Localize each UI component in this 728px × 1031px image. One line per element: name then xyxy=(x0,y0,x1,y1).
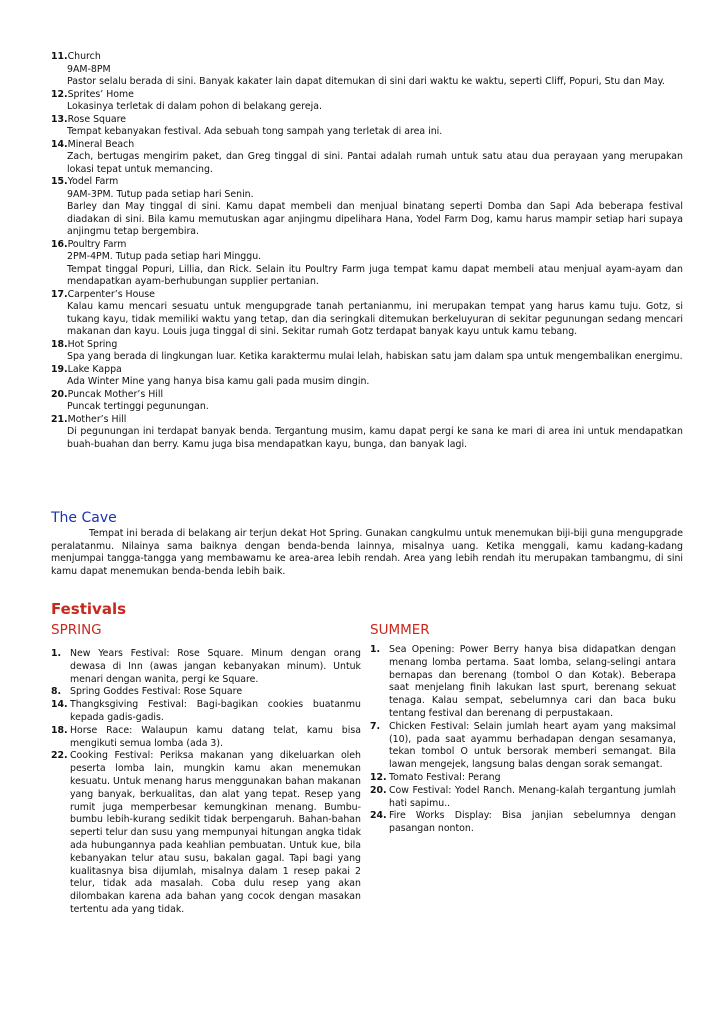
location-name: Poultry Farm xyxy=(67,238,127,250)
festival-description: Chicken Festival: Selain jumlah heart ayam yang maksimal (10), pada saat ayammu berhadapan dengan sesamanya, tekan tombol O untuk bersorak memberi semangat. Bila lawan mengejek, langsung balas dengan sorak semangat. xyxy=(389,720,676,771)
location-entry xyxy=(51,176,683,239)
festival-description: Thangksgiving Festival: Bagi-bagikan cookies buatanmu kepada gadis-gadis. xyxy=(70,699,361,723)
location-entry xyxy=(51,51,683,89)
festival-description: Fire Works Display: Bisa janjian sebelumnya dengan pasangan nonton. xyxy=(389,810,676,835)
summer-heading: SUMMER xyxy=(370,622,430,638)
location-title xyxy=(51,389,683,402)
festival-day: 12. xyxy=(370,771,387,783)
location-description: Ada Winter Mine yang hanya bisa kamu gali pada musim dingin. xyxy=(67,376,370,387)
festival-day: 24. xyxy=(370,810,387,822)
location-name: Hot Spring xyxy=(67,338,118,350)
festival-day: 7. xyxy=(370,720,381,732)
location-entry xyxy=(51,339,683,364)
festival-item xyxy=(370,772,676,785)
location-title xyxy=(51,139,683,152)
location-name: Lake Kappa xyxy=(67,363,122,375)
spring-festival-list xyxy=(51,648,361,917)
location-hours: 9AM-3PM. Tutup pada setiap hari Senin. xyxy=(67,188,254,200)
location-entry xyxy=(51,114,683,139)
location-title xyxy=(51,364,683,377)
location-description: Barley dan May tinggal di sini. Kamu dapat membeli dan menjual binatang seperti Domba dan Sapi Ada beberapa festival diadakan di sini. Bila kamu memutuskan agar anjingmu dipelihara Hana, Yodel Farm Dog, kamu harus mampir setiap hari supaya anjingmu tetap bergembira. xyxy=(67,201,683,237)
location-hours: 2PM-4PM. Tutup pada setiap hari Minggu. xyxy=(67,251,262,262)
location-entry xyxy=(51,289,683,339)
cave-heading: The Cave xyxy=(51,510,117,526)
location-number: 13. xyxy=(51,113,68,125)
location-number: 16. xyxy=(51,238,68,250)
location-entry xyxy=(51,89,683,114)
festival-description: Tomato Festival: Perang xyxy=(389,771,501,783)
festival-day: 1. xyxy=(51,648,62,659)
location-number: 12. xyxy=(51,88,68,100)
festival-item xyxy=(51,648,361,686)
location-description: Tempat tinggal Popuri, Lillia, dan Rick. Selain itu Poultry Farm juga tempat kamu dapat membeli atau menjual ayam-ayam dan mendapatkan ayam-berhubungan supplier pertanian. xyxy=(67,263,683,287)
festival-description: Spring Goddes Festival: Rose Square xyxy=(70,686,243,698)
location-name: Church xyxy=(67,51,101,62)
festival-item xyxy=(370,644,676,721)
location-entry xyxy=(51,139,683,177)
location-entry xyxy=(51,389,683,414)
location-description: Tempat kebanyakan festival. Ada sebuah tong sampah yang terletak di area ini. xyxy=(67,126,443,137)
location-description: Lokasinya terletak di dalam pohon di belakang gereja. xyxy=(67,101,322,112)
summer-festival-list xyxy=(370,644,676,836)
festival-item xyxy=(370,785,676,811)
location-number: 17. xyxy=(51,288,68,300)
festival-item xyxy=(51,750,361,916)
location-title xyxy=(51,239,683,252)
location-number: 20. xyxy=(51,388,68,400)
location-description: Puncak tertinggi pegunungan. xyxy=(67,401,209,412)
location-name: Mother’s Hill xyxy=(67,413,127,425)
festival-day: 14. xyxy=(51,699,68,711)
location-title xyxy=(51,51,683,64)
festival-day: 18. xyxy=(51,724,68,736)
festival-description: Horse Race: Walaupun kamu datang telat, kamu bisa mengikuti semua lomba (ada 3). xyxy=(70,724,361,749)
location-name: Rose Square xyxy=(67,113,127,125)
location-name: Sprites’ Home xyxy=(67,88,134,100)
location-number: 14. xyxy=(51,138,68,150)
location-hours: 9AM-8PM xyxy=(67,63,111,75)
location-title xyxy=(51,289,683,302)
location-description: Spa yang berada di lingkungan luar. Ketika karaktermu mulai lelah, habiskan satu jam dalam spa untuk mengembalikan energimu. xyxy=(67,351,683,362)
location-number: 15. xyxy=(51,176,68,187)
festival-item xyxy=(51,699,361,725)
festival-day: 20. xyxy=(370,784,387,796)
cave-paragraph: Tempat ini berada di belakang air terjun dekat Hot Spring. Gunakan cangkulmu untuk menemukan biji-biji guna mengupgrade peralatanmu. Nilainya sama baiknya dengan benda-benda lainnya, misalnya uang. Ketika menggali, kamu kadang-kadang menjumpai tangga-tangga yang membawamu ke area-area lebih rendah. Area yang lebih rendah itu merupakan tambangmu, di sini kamu dapat menemukan benda-benda lebih baik. xyxy=(51,528,683,577)
location-title xyxy=(51,114,683,127)
festival-description: Sea Opening: Power Berry hanya bisa didapatkan dengan menang lomba pertama. Saat lomba, selang-selingi antara bernapas dan berenang (tombol O dan Kotak). Beberapa saat menjelang finih lakukan last spurt, berenang sekuat tenaga. Kalau sempat, sebelumnya cari dan baca buku tentang festival dan berenang di perpustakaan. xyxy=(389,644,676,719)
location-description: Zach, bertugas mengirim paket, dan Greg tinggal di sini. Pantai adalah rumah untuk satu atau dua perayaan yang merupakan lokasi tepat untuk memancing. xyxy=(67,151,683,175)
festival-description: Cow Festival: Yodel Ranch. Menang-kalah tergantung jumlah hati sapimu.. xyxy=(389,784,676,809)
location-entry xyxy=(51,239,683,289)
festival-description: New Years Festival: Rose Square. Minum dengan orang dewasa di Inn (awas jangan kebanyakan minum). Untuk menari dengan wanita, pergi ke Square. xyxy=(70,648,361,685)
location-name: Yodel Farm xyxy=(67,176,119,187)
location-title xyxy=(51,89,683,102)
location-number: 11. xyxy=(51,51,68,62)
festival-day: 1. xyxy=(370,644,381,655)
festival-item xyxy=(51,686,361,699)
festival-item xyxy=(370,810,676,836)
location-description: Pastor selalu berada di sini. Banyak kakater lain dapat ditemukan di sini dari waktu ke waktu, seperti Cliff, Popuri, Stu dan May. xyxy=(67,76,665,87)
spring-heading: SPRING xyxy=(51,622,102,638)
location-title xyxy=(51,414,683,427)
festival-item xyxy=(370,721,676,772)
festival-day: 8. xyxy=(51,686,62,698)
festivals-heading: Festivals xyxy=(51,600,127,618)
location-title xyxy=(51,176,683,189)
location-description: Di pegunungan ini terdapat banyak benda. Tergantung musim, kamu dapat pergi ke sana ke mari di area ini untuk mendapatkan buah-buahan dan berry. Kamu juga bisa mendapatkan kayu, bunga, dan banyak lagi. xyxy=(67,426,683,450)
location-number: 21. xyxy=(51,413,68,425)
location-title xyxy=(51,339,683,352)
location-number: 18. xyxy=(51,338,68,350)
location-name: Carpenter’s House xyxy=(67,288,155,300)
festival-day: 22. xyxy=(51,750,68,762)
festival-description: Cooking Festival: Periksa makanan yang dikeluarkan oleh peserta lomba lain, mungkin kamu akan menemukan kesuatu. Untuk menang harus menggunakan bahan makanan yang banyak, berkualitas, dan alat yang tepat. Resep yang rumit juga memperbesar kemungkinan menang. Bumbu-bumbu lebih-kurang sedikit tidak berpengaruh. Bahan-bahan seperti telur dan susu yang mempunyai hitungan angka tidak ada hubungannya pada keahlian pembuatan. Untuk kue, bila kebanyakan telur atau susu, bakalan gagal. Tapi bagi yang kualitasnya bisa dijumlah, misalnya dalam 1 resep pakai 2 telur, tidak ada masalah. Coba dulu resep yang akan dilombakan karena ada bahan yang cocok dengan masakan tertentu ada yang tidak. xyxy=(70,750,361,915)
location-name: Mineral Beach xyxy=(67,138,135,150)
festival-item xyxy=(51,725,361,751)
location-description: Kalau kamu mencari sesuatu untuk mengupgrade tanah pertanianmu, ini merupakan tempat yang harus kamu tuju. Gotz, si tukang kayu, tidak memiliki waktu yang tetap, dan dia seringkali ditemukan berkeluyuran di sekitar pegunungan sedang mencari makanan dan kayu. Louis juga tinggal di sini. Sekitar rumah Gotz terdapat banyak kayu untuk kamu tebang. xyxy=(67,301,683,337)
location-number: 19. xyxy=(51,363,68,375)
location-entry xyxy=(51,364,683,389)
location-list xyxy=(51,51,683,451)
location-entry xyxy=(51,414,683,452)
location-name: Puncak Mother’s Hill xyxy=(67,388,164,400)
